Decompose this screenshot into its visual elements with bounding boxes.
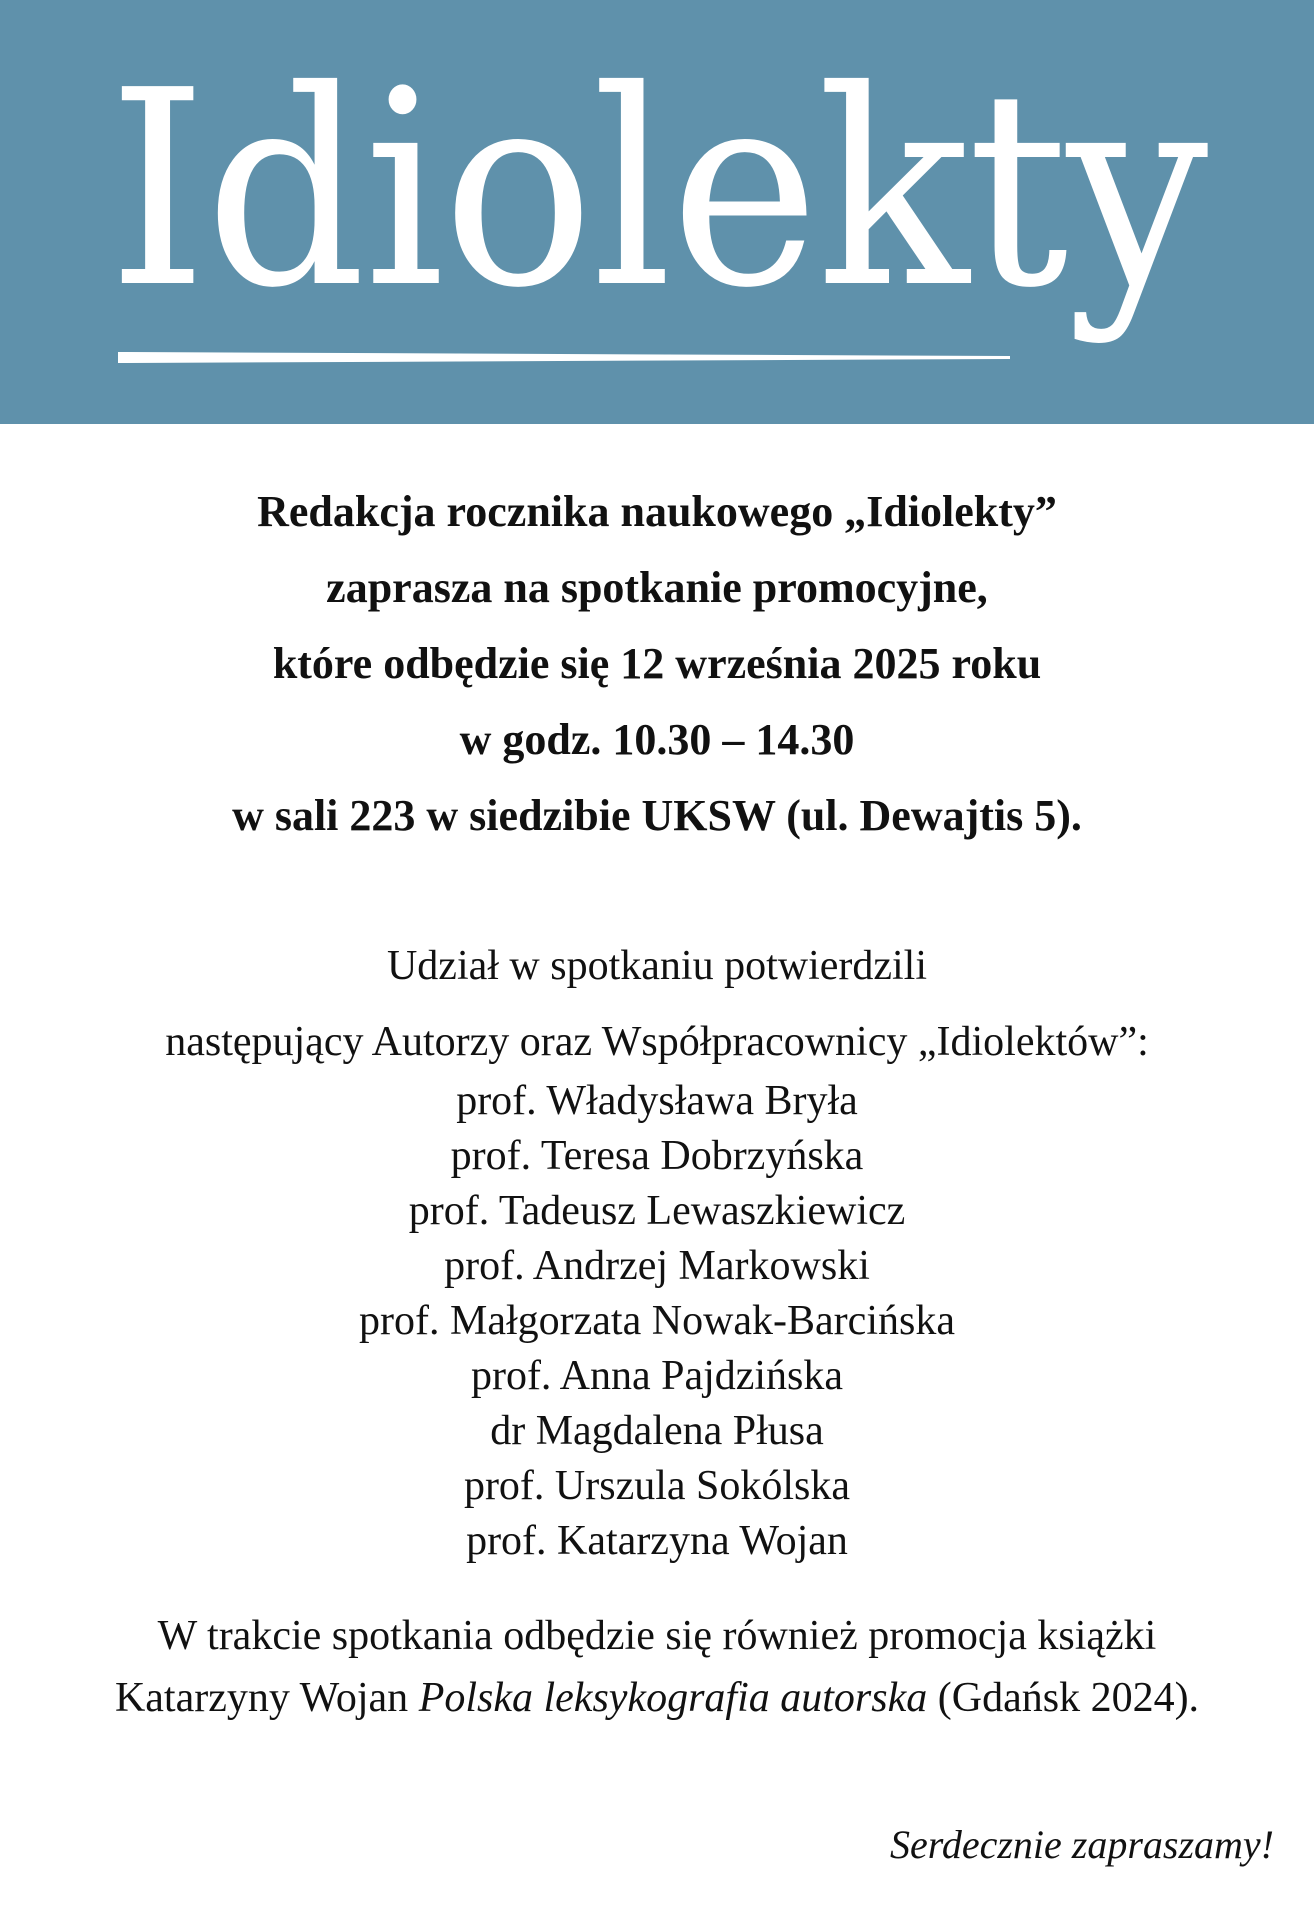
participants-intro xyxy=(0,928,1314,1080)
heading-line: które odbędzie się 12 września 2025 roku xyxy=(272,639,1042,688)
author-item: prof. Andrzej Markowski xyxy=(444,1243,870,1289)
author-item: prof. Katarzyna Wojan xyxy=(466,1518,848,1564)
closing-line-2 xyxy=(0,1667,1314,1729)
closing-suffix: (Gdańsk 2024). xyxy=(927,1675,1200,1721)
heading-line: Redakcja rocznika naukowego „Idiolekty” xyxy=(257,487,1057,536)
closing-prefix: Katarzyny Wojan xyxy=(114,1675,419,1721)
invitation-heading xyxy=(0,474,1314,854)
author-item: dr Magdalena Płusa xyxy=(490,1408,824,1454)
journal-logo: Idiolekty xyxy=(108,32,1207,347)
author-item: prof. Anna Pajdzińska xyxy=(470,1353,844,1399)
heading-line: zaprasza na spotkanie promocyjne, xyxy=(326,563,988,612)
intro-line: następujący Autorzy oraz Współpracownicy „Idiolektów”: xyxy=(165,1019,1149,1065)
logo-underline xyxy=(0,0,1314,424)
heading-line: w sali 223 w siedzibie UKSW (ul. Dewajtis 5). xyxy=(232,791,1082,840)
author-item: prof. Tadeusz Lewaszkiewicz xyxy=(408,1188,906,1234)
book-title: Polska leksykografia autorska xyxy=(418,1675,928,1721)
author-item: prof. Urszula Sokólska xyxy=(463,1463,851,1509)
book-promotion-note xyxy=(0,1605,1314,1729)
author-item: prof. Teresa Dobrzyńska xyxy=(450,1133,864,1179)
author-item: prof. Władysława Bryła xyxy=(456,1078,858,1124)
intro-line: Udział w spotkaniu potwierdzili xyxy=(386,943,928,989)
authors-list xyxy=(0,1074,1314,1569)
author-item: prof. Małgorzata Nowak-Barcińska xyxy=(359,1298,955,1344)
closing-line-1: W trakcie spotkania odbędzie się również promocja książki xyxy=(157,1613,1157,1659)
signoff: Serdecznie zapraszamy! xyxy=(889,1822,1274,1867)
heading-line: w godz. 10.30 – 14.30 xyxy=(459,715,855,764)
header-banner xyxy=(0,0,1314,424)
